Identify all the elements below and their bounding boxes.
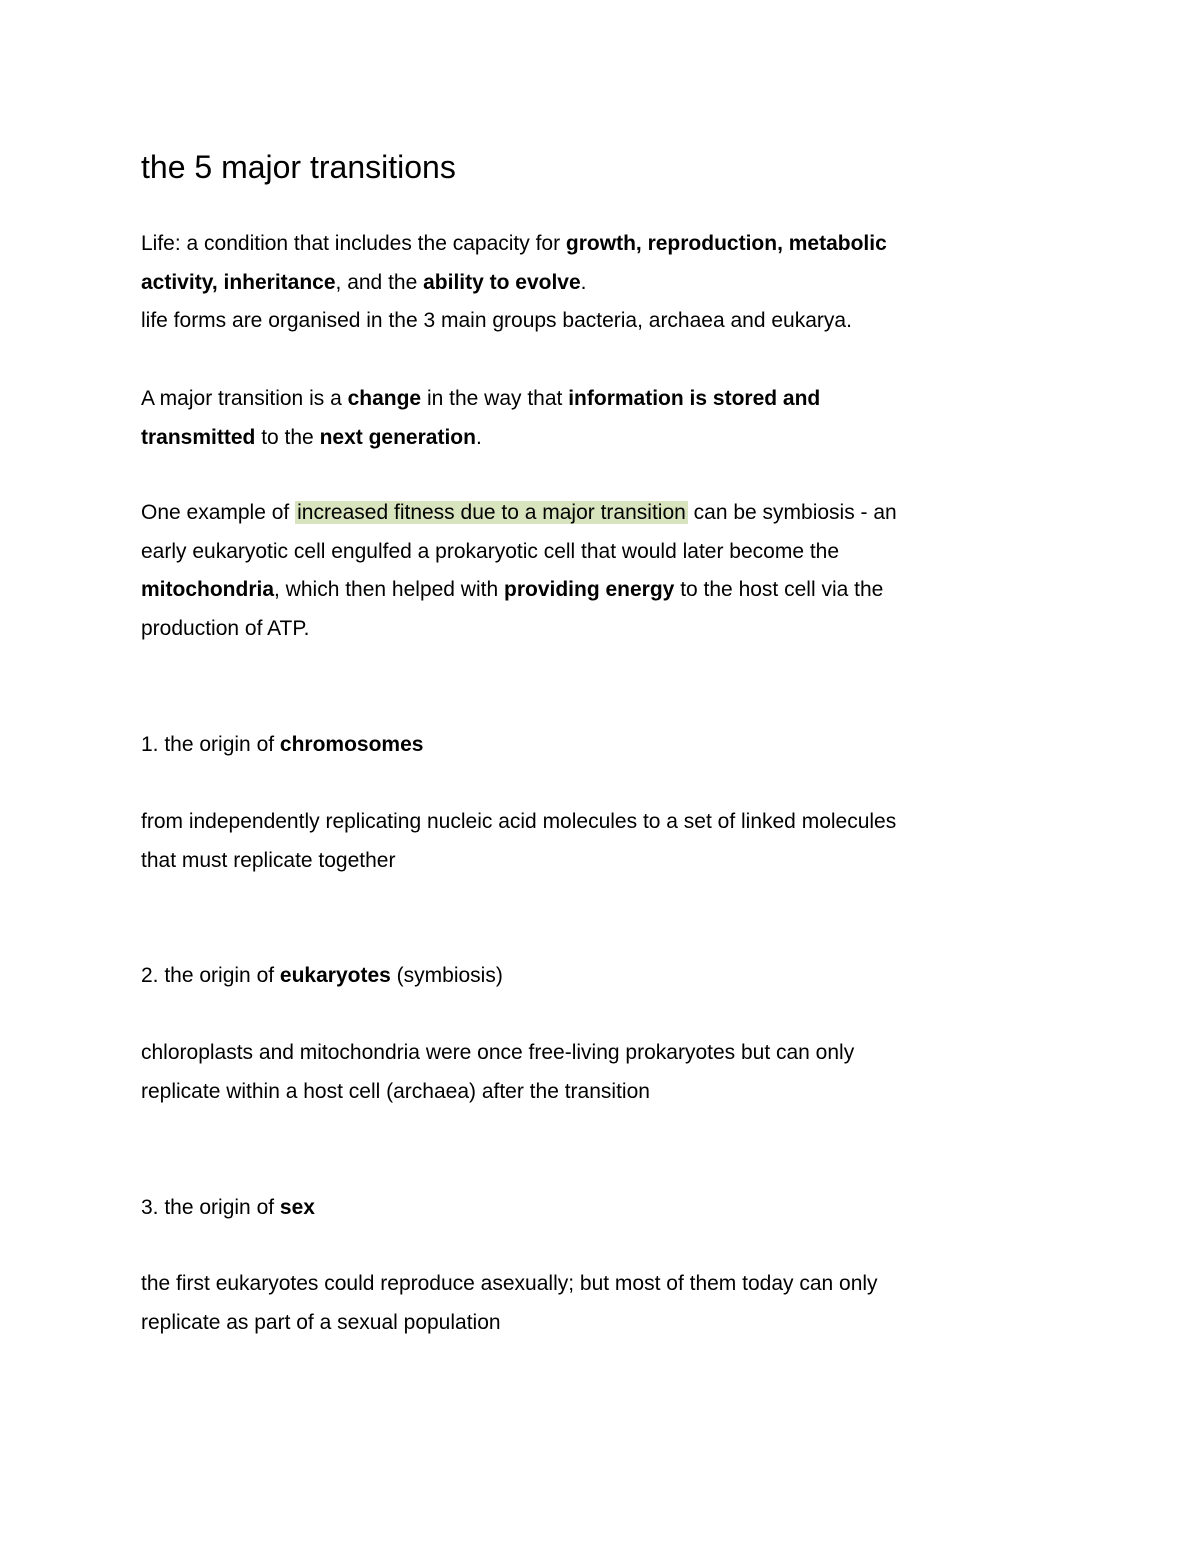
document-title: the 5 major transitions — [141, 149, 456, 185]
bold-text: providing energy — [504, 578, 675, 601]
text-run: the first eukaryotes could reproduce asexually; but most of them today can only — [141, 1272, 878, 1295]
text-run: chloroplasts and mitochondria were once free-living prokaryotes but can only — [141, 1041, 855, 1064]
text-run: . — [580, 270, 587, 294]
bold-text: ability to evolve — [423, 270, 581, 294]
text-run: 2. the origin of — [141, 964, 280, 987]
text-run: production of ATP. — [141, 616, 310, 640]
text-run: , and the — [335, 270, 424, 294]
text-run: to the — [255, 425, 320, 449]
transition-3-heading — [141, 1189, 315, 1228]
text-run: 3. the origin of — [141, 1196, 280, 1219]
text-run: from independently replicating nucleic acid molecules to a set of linked molecules — [141, 810, 897, 833]
text-run: A major transition is a — [141, 387, 348, 410]
text-run: can be symbiosis - an — [687, 501, 897, 524]
transition-2-description — [141, 1034, 854, 1111]
bold-text: growth, reproduction, metabolic — [565, 232, 887, 255]
text-run: 1. the origin of — [141, 733, 280, 756]
text-run: early eukaryotic cell engulfed a prokaryotic cell that would later become the — [141, 539, 840, 563]
bold-text: mitochondria — [141, 578, 275, 601]
bold-text: sex — [279, 1196, 315, 1219]
text-run: (symbiosis) — [390, 964, 503, 987]
transition-3-description — [141, 1265, 878, 1342]
bold-text: chromosomes — [279, 733, 424, 756]
text-run: to the host cell via the — [674, 578, 884, 601]
text-run: replicate within a host cell (archaea) after the transition — [141, 1079, 650, 1103]
text-run: . — [475, 425, 482, 449]
transition-1-description — [141, 803, 896, 880]
life-definition — [141, 225, 887, 341]
text-run: , which then helped with — [274, 578, 504, 601]
bold-text: change — [347, 387, 422, 410]
text-run: replicate as part of a sexual population — [141, 1310, 501, 1334]
highlighted-text: increased fitness due to a major transition — [297, 501, 686, 524]
text-run: life forms are organised in the 3 main groups bacteria, archaea and eukarya. — [141, 309, 852, 332]
bold-text: next generation — [319, 425, 476, 449]
bold-text: transmitted — [141, 425, 256, 449]
symbiosis-example — [141, 494, 897, 648]
text-run: that must replicate together — [141, 848, 396, 872]
text-run: One example of — [141, 501, 296, 524]
bold-text: activity, inheritance — [141, 270, 336, 294]
major-transition-definition — [141, 380, 820, 457]
text-run: Life: a condition that includes the capacity for — [141, 232, 566, 255]
bold-text: eukaryotes — [279, 964, 391, 987]
text-run: in the way that — [421, 387, 569, 410]
transition-2-heading — [141, 957, 503, 996]
bold-text: information is stored and — [568, 387, 821, 410]
transition-1-heading — [141, 726, 423, 765]
